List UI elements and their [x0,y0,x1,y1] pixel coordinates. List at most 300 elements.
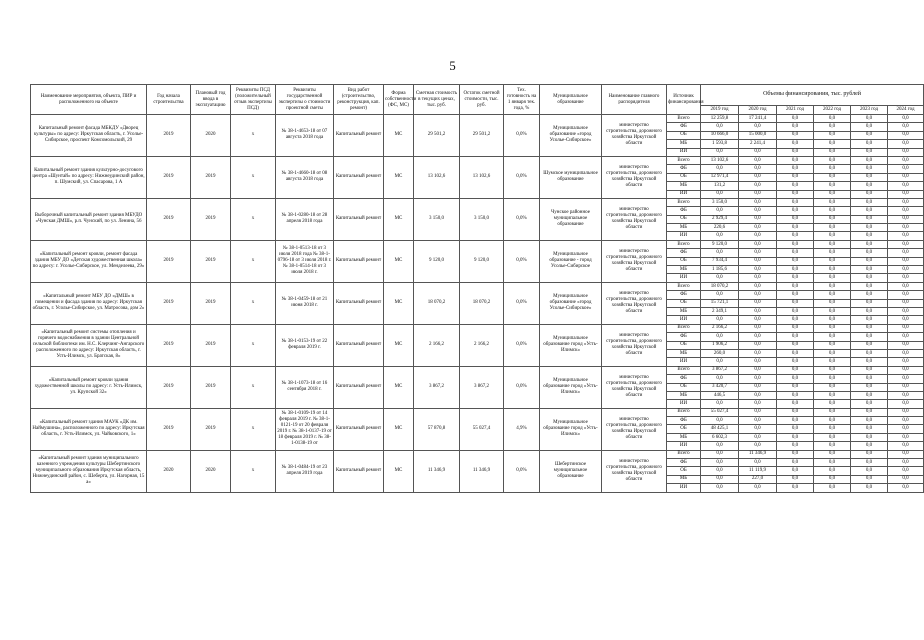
funding-value: 0,0 [814,375,851,383]
end-year: 2019 [191,324,231,366]
funding-source: Всего [667,240,701,248]
funding-value: 0,0 [851,417,888,425]
funding-value: 10 666,0 [701,131,739,139]
funding-value: 0,0 [814,299,851,307]
estimated-cost: 3 867,2 [414,366,460,408]
funding-value: 0,0 [851,182,888,190]
work-type: Капитальный ремонт [334,366,384,408]
permit-details: № 38-1-0484-19 от 23 апреля 2019 года [276,450,334,492]
permit-details: № 38-1-4653-18 от 07 августа 2018 года [276,115,334,157]
funding-value: 0,0 [777,115,814,123]
funding-value: 0,0 [777,400,814,408]
funding-value: 0,0 [777,475,814,483]
funding-source: МБ [667,140,701,148]
funding-value: 0,0 [777,156,814,164]
start-year: 2019 [147,282,191,324]
funding-value: 0,0 [888,207,924,215]
header-rest: Остаток сметной стоимости, тыс. руб. [460,85,504,115]
funding-value: 0,0 [814,215,851,223]
funding-value: 55 027,4 [701,408,739,416]
funding-value: 0,0 [851,307,888,315]
readiness-percent: 4,9% [504,408,540,450]
funding-source: МБ [667,224,701,232]
funding-value: 0,0 [814,400,851,408]
funding-value: 0,0 [814,291,851,299]
funding-source: ИИ [667,484,701,492]
funding-value: 0,0 [851,123,888,131]
funding-value: 0,0 [701,291,739,299]
funding-value: 0,0 [777,148,814,156]
funding-value: 0,0 [888,291,924,299]
funding-value: 0,0 [851,349,888,357]
funding-value: 0,0 [739,442,777,450]
funding-source: Всего [667,324,701,332]
estimated-cost: 9 120,0 [414,240,460,282]
funding-value: 227,0 [739,475,777,483]
permit-details: № 38-1-0109-19 от 14 февраля 2019 г. № 38-1-0121-19 от 20 февраля 2019 г. № 38-1-0137-19 от 18 февраля 2019 г. № 38-1-0138-19 от [276,408,334,450]
header-ggrbs: Наименование главного распорядителя [602,85,667,115]
ggrbs-name: министерство строительства, дорожного хозяйства Иркутской области [602,115,667,157]
header-type: Вид работ (строительство, реконструкция, кап. ремонт) [334,85,384,115]
funding-value: 0,0 [739,484,777,492]
funding-value: 0,0 [888,123,924,131]
funding-value: 0,0 [814,450,851,458]
project-name: Капитальный ремонт фасада МБКДУ «Дворец культуры» по адресу: Иркутская область, г. Усолье-Сибирское, проспект Комсомольский, 29 [31,115,147,157]
funding-value: 2 241,4 [739,140,777,148]
table-row [31,282,924,290]
funding-source: МБ [667,349,701,357]
remaining-cost: 9 120,0 [460,240,504,282]
funding-value: 0,0 [777,442,814,450]
funding-source: ФБ [667,207,701,215]
funding-value: 0,0 [777,425,814,433]
funding-value: 9 120,0 [701,240,739,248]
funding-value: 0,0 [888,266,924,274]
funding-value: 0,0 [851,115,888,123]
funding-value: 0,0 [739,375,777,383]
funding-value: 0,0 [888,198,924,206]
funding-value: 0,0 [777,484,814,492]
table-row [31,198,924,206]
funding-value: 0,0 [888,282,924,290]
funding-value: 0,0 [701,148,739,156]
funding-value: 0,0 [739,366,777,374]
funding-value: 0,0 [739,190,777,198]
funding-value: 0,0 [814,366,851,374]
funding-value: 0,0 [851,484,888,492]
funding-source: ОБ [667,173,701,181]
funding-value: 0,0 [888,366,924,374]
funding-value: 0,0 [851,131,888,139]
funding-value: 0,0 [814,232,851,240]
funding-value: 0,0 [888,425,924,433]
funding-value: 0,0 [851,224,888,232]
funding-value: 0,0 [777,316,814,324]
funding-source: ФБ [667,123,701,131]
funding-value: 0,0 [851,198,888,206]
funding-value: 11 119,9 [739,467,777,475]
pd-mark: х [231,366,276,408]
funding-value: 260,0 [701,349,739,357]
remaining-cost: 2 166,2 [460,324,504,366]
funding-value: 0,0 [777,215,814,223]
funding-value: 12 971,4 [701,173,739,181]
table-row [31,156,924,164]
funding-value: 0,0 [814,249,851,257]
funding-value: 0,0 [739,433,777,441]
funding-value: 0,0 [777,349,814,357]
ggrbs-name: министерство строительства, дорожного хозяйства Иркутской области [602,408,667,450]
work-type: Капитальный ремонт [334,240,384,282]
funding-value: 15 721,1 [701,299,739,307]
estimated-cost: 57 870,8 [414,408,460,450]
funding-value: 3 420,7 [701,383,739,391]
funding-value: 0,0 [814,442,851,450]
pd-mark: х [231,198,276,240]
funding-value: 0,0 [888,417,924,425]
funding-source: ОБ [667,131,701,139]
funding-value: 0,0 [851,333,888,341]
header-ownership: Форма собственности (ФС, МС) [384,85,414,115]
funding-value: 0,0 [888,115,924,123]
funding-value: 0,0 [814,349,851,357]
work-type: Капитальный ремонт [334,408,384,450]
funding-value: 0,0 [739,156,777,164]
funding-value: 0,0 [851,467,888,475]
funding-value: 0,0 [888,140,924,148]
start-year: 2019 [147,366,191,408]
funding-value: 0,0 [888,475,924,483]
funding-value: 0,0 [814,282,851,290]
page-number: 5 [449,58,456,73]
funding-value: 0,0 [851,257,888,265]
funding-value: 0,0 [814,408,851,416]
ownership-form: МС [384,156,414,198]
pd-mark: х [231,408,276,450]
table-row [31,408,924,416]
funding-source: ОБ [667,383,701,391]
funding-value: 12 259,8 [701,115,739,123]
funding-value: 0,0 [814,433,851,441]
estimated-cost: 13 102,6 [414,156,460,198]
funding-value: 220,6 [701,224,739,232]
ggrbs-name: министерство строительства, дорожного хозяйства Иркутской области [602,366,667,408]
header-year: 2023 год [851,106,888,115]
funding-value: 2 349,1 [701,307,739,315]
funding-value: 0,0 [888,274,924,282]
funding-source: ИИ [667,148,701,156]
funding-value: 0,0 [739,316,777,324]
table-row [31,240,924,248]
funding-value: 0,0 [777,324,814,332]
end-year: 2020 [191,115,231,157]
funding-value: 0,0 [814,140,851,148]
funding-value: 0,0 [851,316,888,324]
funding-value: 0,0 [739,232,777,240]
ggrbs-name: министерство строительства, дорожного хозяйства Иркутской области [602,198,667,240]
pd-mark: х [231,324,276,366]
funding-value: 0,0 [851,274,888,282]
funding-source: ОБ [667,215,701,223]
funding-value: 0,0 [777,459,814,467]
funding-source: ОБ [667,299,701,307]
header-pd: Реквизиты ПСД (положительный отзыв экспертизы ПСД) [231,85,276,115]
funding-value: 0,0 [701,333,739,341]
funding-value: 0,0 [851,240,888,248]
pd-mark: х [231,450,276,492]
funding-value: 0,0 [739,324,777,332]
funding-value: 0,0 [851,266,888,274]
work-type: Капитальный ремонт [334,198,384,240]
funding-value: 0,0 [888,299,924,307]
funding-value: 0,0 [888,257,924,265]
funding-source: ИИ [667,190,701,198]
funding-source: Всего [667,156,701,164]
ggrbs-name: министерство строительства, дорожного хозяйства Иркутской области [602,282,667,324]
start-year: 2020 [147,450,191,492]
funding-value: 0,0 [777,140,814,148]
funding-value: 0,0 [814,156,851,164]
funding-source: ИИ [667,274,701,282]
funding-value: 0,0 [777,282,814,290]
funding-value: 0,0 [814,307,851,315]
end-year: 2019 [191,282,231,324]
project-name: «Капитальный ремонт здания МАУК «ДК им. Наймушина», расположенного по адресу: Иркутская область, г. Усть-Илимск, ул. Чайковского, 1» [31,408,147,450]
funding-value: 446,5 [701,391,739,399]
funding-value: 0,0 [701,442,739,450]
ownership-form: МС [384,450,414,492]
funding-value: 0,0 [739,224,777,232]
start-year: 2019 [147,324,191,366]
municipality: Чунское районное муниципальное образование [540,198,602,240]
funding-source: ФБ [667,291,701,299]
header-year: 2022 год [814,106,851,115]
funding-value: 0,0 [851,408,888,416]
end-year: 2019 [191,240,231,282]
funding-value: 0,0 [739,391,777,399]
funding-value: 0,0 [739,400,777,408]
estimated-cost: 11 346,9 [414,450,460,492]
funding-value: 0,0 [814,224,851,232]
funding-value: 0,0 [777,467,814,475]
funding-value: 0,0 [701,400,739,408]
funding-value: 0,0 [851,375,888,383]
readiness-percent: 0,0% [504,115,540,157]
funding-value: 0,0 [777,333,814,341]
header-volume: Объемы финансирования, тыс. рублей [701,85,924,106]
funding-value: 0,0 [777,307,814,315]
funding-value: 0,0 [888,173,924,181]
header-source: Источник финансирования [667,85,701,115]
funding-value: 0,0 [851,324,888,332]
funding-value: 0,0 [777,358,814,366]
funding-value: 0,0 [888,165,924,173]
funding-value: 0,0 [777,433,814,441]
funding-value: 0,0 [851,366,888,374]
funding-source: ИИ [667,400,701,408]
funding-value: 0,0 [888,349,924,357]
funding-value: 0,0 [777,240,814,248]
ownership-form: МС [384,115,414,157]
funding-source: Всего [667,450,701,458]
funding-value: 0,0 [851,391,888,399]
funding-value: 0,0 [701,316,739,324]
remaining-cost: 13 102,6 [460,156,504,198]
readiness-percent: 0,0% [504,156,540,198]
start-year: 2019 [147,156,191,198]
table-header [31,85,924,115]
funding-value: 0,0 [888,450,924,458]
municipality: Муниципальное образование город «Усть-Илимск» [540,324,602,366]
work-type: Капитальный ремонт [334,115,384,157]
end-year: 2020 [191,450,231,492]
funding-value: 0,0 [701,459,739,467]
pd-mark: х [231,240,276,282]
funding-source: ФБ [667,333,701,341]
ggrbs-name: министерство строительства, дорожного хозяйства Иркутской области [602,324,667,366]
pd-mark: х [231,156,276,198]
funding-value: 0,0 [814,484,851,492]
funding-value: 0,0 [701,484,739,492]
funding-value: 0,0 [701,274,739,282]
funding-value: 0,0 [814,240,851,248]
municipality: Муниципальное образование город «Усть-Илимск» [540,408,602,450]
funding-source: ФБ [667,375,701,383]
project-name: Выборочный капитальный ремонт здания МБУДО «Чунская ДМШ», р.п. Чунский, по ул. Ленина, 56 [31,198,147,240]
table-row [31,450,924,458]
funding-value: 0,0 [888,341,924,349]
project-name: Капитальный ремонт здания культурно-досугового центра «Шунтай» по адресу: Нижнеудинский район, п. Шумский, ул. Спасарова, 1 А [31,156,147,198]
funding-value: 0,0 [888,400,924,408]
project-name: «Капитальный ремонт кровли, ремонт фасада здания МБУ ДО «Детская художественная школа» по адресу: г. Усолье-Сибирское, ул. Менделеева, 29» [31,240,147,282]
funding-value: 0,0 [701,475,739,483]
funding-value: 0,0 [777,266,814,274]
funding-value: 0,0 [777,257,814,265]
header-year: 2019 год [701,106,739,115]
funding-value: 0,0 [777,198,814,206]
funding-value: 0,0 [888,240,924,248]
header-cost: Сметная стоимость в текущих ценах, тыс. руб. [414,85,460,115]
municipality: Муниципальное образование «город Усолье-Сибирское» [540,282,602,324]
funding-value: 0,0 [888,215,924,223]
funding-value: 0,0 [777,341,814,349]
funding-value: 0,0 [777,366,814,374]
funding-value: 0,0 [701,165,739,173]
funding-value: 0,0 [851,148,888,156]
funding-value: 0,0 [814,123,851,131]
funding-value: 0,0 [739,257,777,265]
funding-value: 0,0 [739,173,777,181]
funding-value: 0,0 [777,190,814,198]
project-name: «Капитальный ремонт системы отопления и горячего водоснабжения в здании Центральной сельской библиотеки им. Н.С. Клерчинг-Ангарского расположенного по адресу: Иркутская область, г. Усть-Илимск, ул. Братская, 8» [31,324,147,366]
remaining-cost: 55 027,4 [460,408,504,450]
funding-value: 0,0 [851,249,888,257]
funding-value: 0,0 [814,173,851,181]
funding-value: 0,0 [888,467,924,475]
funding-value: 0,0 [739,417,777,425]
funding-value: 0,0 [777,417,814,425]
funding-value: 0,0 [851,459,888,467]
table-row [31,115,924,123]
funding-value: 0,0 [777,182,814,190]
funding-value: 0,0 [851,433,888,441]
ownership-form: МС [384,240,414,282]
funding-value: 0,0 [739,333,777,341]
funding-value: 0,0 [814,475,851,483]
funding-value: 0,0 [739,358,777,366]
work-type: Капитальный ремонт [334,324,384,366]
funding-value: 0,0 [701,207,739,215]
funding-value: 17 241,4 [739,115,777,123]
funding-value: 1 185,6 [701,266,739,274]
header-year: 2024 год [888,106,924,115]
header-start: Год начала строительства [147,85,191,115]
funding-source: ФБ [667,417,701,425]
funding-value: 0,0 [851,173,888,181]
funding-value: 0,0 [888,182,924,190]
header-readiness: Тех. готовность на 1 января тек. года, % [504,85,540,115]
table-row [31,366,924,374]
funding-value: 0,0 [888,190,924,198]
funding-value: 0,0 [851,400,888,408]
funding-value: 0,0 [701,249,739,257]
table-body [31,115,924,493]
pd-mark: х [231,282,276,324]
funding-value: 0,0 [851,383,888,391]
funding-value: 0,0 [701,358,739,366]
funding-value: 0,0 [814,383,851,391]
funding-value: 0,0 [851,215,888,223]
funding-value: 0,0 [814,341,851,349]
funding-value: 0,0 [739,240,777,248]
funding-source: ОБ [667,257,701,265]
funding-value: 0,0 [888,324,924,332]
funding-value: 0,0 [739,425,777,433]
funding-value: 0,0 [739,383,777,391]
ownership-form: МС [384,408,414,450]
funding-value: 0,0 [739,123,777,131]
funding-value: 6 602,3 [701,433,739,441]
funding-value: 0,0 [814,165,851,173]
header-name: Наименование мероприятия, объекта, ПИР и расположенного на объекте [31,85,147,115]
funding-source: ОБ [667,467,701,475]
start-year: 2019 [147,198,191,240]
funding-value: 0,0 [814,131,851,139]
funding-value: 18 070,2 [701,282,739,290]
header-permit: Реквизиты государственной экспертизы о стоимости проектной сметы [276,85,334,115]
funding-value: 2 929,4 [701,215,739,223]
estimated-cost: 2 166,2 [414,324,460,366]
header-end: Плановый год ввода в эксплуатацию [191,85,231,115]
funding-value: 0,0 [739,341,777,349]
funding-value: 0,0 [851,190,888,198]
funding-value: 0,0 [739,182,777,190]
funding-value: 0,0 [851,156,888,164]
funding-value: 0,0 [888,358,924,366]
funding-source: Всего [667,115,701,123]
funding-value: 0,0 [851,232,888,240]
funding-value: 0,0 [739,266,777,274]
ownership-form: МС [384,366,414,408]
funding-value: 0,0 [739,291,777,299]
municipality: Шумское муниципальное образование [540,156,602,198]
funding-value: 0,0 [739,349,777,357]
readiness-percent: 0,0% [504,324,540,366]
ownership-form: МС [384,282,414,324]
funding-value: 0,0 [701,232,739,240]
municipality: Муниципальное образование - город Усолье-Сибирское [540,240,602,282]
funding-source: ИИ [667,316,701,324]
